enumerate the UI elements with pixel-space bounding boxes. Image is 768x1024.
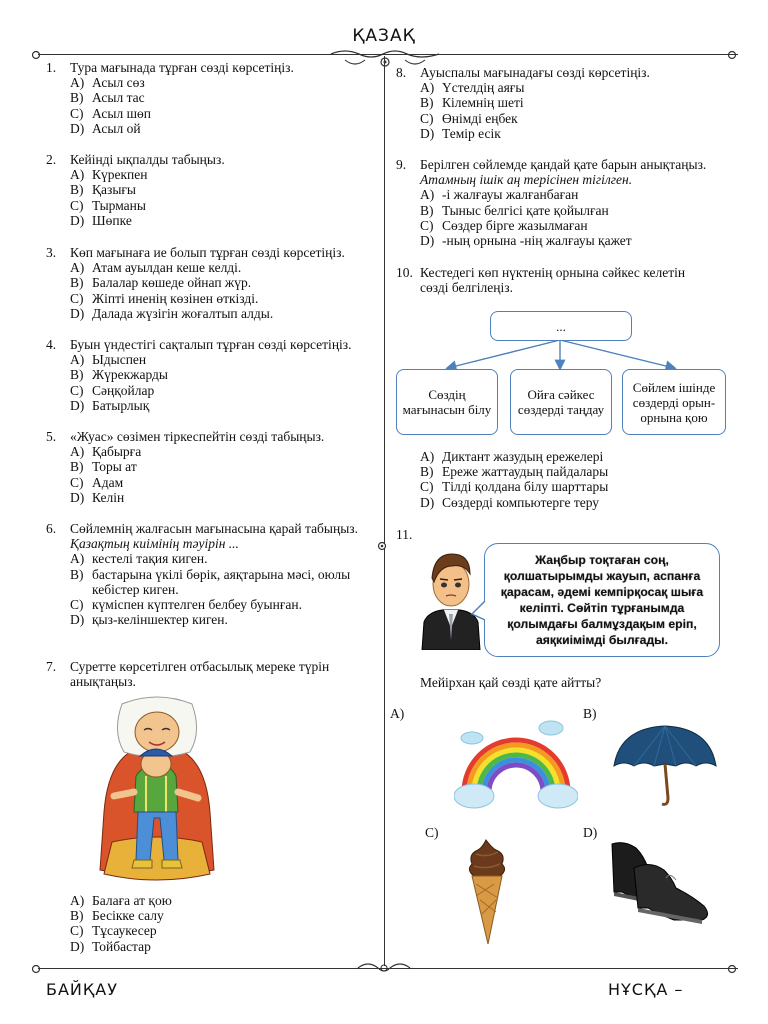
question-stem: «Жуас» сөзімен тіркеспейтін сөзді табыңыз. [70,429,325,444]
answer-option[interactable]: A) Ыдыспен [70,352,147,368]
question-7-options [46,893,376,954]
diagram-top-box: ... [490,311,632,341]
question-number: 11. [396,527,413,542]
question-stem: Ауыспалы мағынадағы сөзді көрсетіңіз. [420,65,650,80]
answer-option[interactable]: A) Асыл сөз [70,75,145,91]
question-6 [46,521,372,627]
answer-option[interactable]: D) қыз-келіншектер киген. [70,612,228,628]
question-7 [46,659,372,689]
answer-option[interactable]: C) Адам [70,474,124,490]
answer-option[interactable]: C) Жіпті иненің көзінен өткізді. [70,290,259,306]
question-10-options [396,449,736,510]
question-number: 7. [46,659,57,674]
answer-option[interactable]: B) Бесікке салу [70,908,164,924]
answer-option[interactable]: B) Кілемнің шеті [420,95,524,111]
answer-option[interactable]: A) Диктант жазудың ережелері [420,449,604,464]
question-stem: Тура мағынада тұрған сөзді көрсетіңіз. [70,60,294,75]
answer-option[interactable]: D) Сөздерді компьютерге теру [420,494,600,510]
question-stem: Мейірхан қай сөзді қате айтты? [420,675,602,690]
answer-option[interactable]: C) күміспен күптелген белбеу буынған. [70,597,302,613]
question-11-stem [396,675,716,690]
question-stem: Сөйлемнің жалғасын мағынасына қарай табыңыз. [70,521,359,536]
answer-option[interactable]: D) -ның орнына -нің жалғауы қажет [420,233,632,249]
question-4 [46,337,376,413]
question-5 [46,429,376,505]
question-1 [46,60,376,136]
answer-option[interactable]: C) Өнімді еңбек [420,110,518,126]
answer-option[interactable]: A) Атам ауылдан кеше келді. [70,260,242,276]
question-number: 10. [396,265,413,280]
question-3 [46,245,376,321]
answer-option[interactable]: C) Сөздер бірге жазылмаған [420,217,588,233]
answer-option[interactable]: D) Асыл ой [70,120,141,136]
answer-option[interactable]: A) Күрекпен [70,167,148,183]
diagram-box: Сөйлем ішінде сөздерді орын-орнына қою [622,369,726,435]
question-number: 3. [46,245,57,260]
picture-option-label[interactable]: B) [583,706,597,721]
picture-option-label[interactable]: A) [390,706,405,721]
answer-option[interactable]: A) кестелі тақия киген. [70,551,208,567]
picture-option-label[interactable]: C) [425,825,439,840]
answer-option[interactable]: D) Тойбастар [70,938,151,954]
rainbow-picture-icon[interactable] [454,714,578,810]
question-stem: Көп мағынаға ие болып тұрған сөзді көрсетіңіз. [70,245,345,260]
question-number: 9. [396,157,407,172]
subject-header: ҚАЗАҚ [352,26,416,46]
divider-ornament-icon [376,540,388,552]
rule-end-ornament-icon [726,49,738,61]
question-9 [396,157,736,248]
footer-left: БАЙҚАУ [46,980,118,999]
answer-option[interactable]: A) Үстелдің аяғы [420,80,525,96]
answer-option[interactable]: D) Темір есік [420,125,501,141]
question-stem: Кейінді ықпалды табыңыз. [70,152,225,167]
italic-prompt: Қазақтың киімінің тәуірін ... [70,536,239,552]
question-number: 5. [46,429,57,444]
ice-cream-picture-icon[interactable] [466,838,508,946]
answer-option[interactable]: B) Асыл тас [70,90,145,106]
answer-option[interactable]: C) Асыл шөп [70,105,151,121]
answer-option[interactable]: C) Тілді қолдана білу шарттары [420,479,609,495]
question-number: 2. [46,152,57,167]
answer-option[interactable]: D) Далада жүзігін жоғалтып алды. [70,305,274,321]
answer-option[interactable]: A) Балаға ат қою [70,893,172,908]
question-number: 4. [46,337,57,352]
footer-right: НҰСҚА – [608,980,684,999]
question-stem: Берілген сөйлемде қандай қате барын анықтаңыз. [420,157,707,172]
answer-option[interactable]: B) Балалар көшеде ойнап жүр. [70,275,252,291]
answer-option[interactable]: B) Ереже жаттаудың пайдалары [420,464,609,480]
rule-end-ornament-icon [30,49,42,61]
column-divider [384,56,385,966]
question-10 [396,265,716,295]
answer-option[interactable]: C) Сәңқойлар [70,382,155,398]
boy-character-illustration [420,548,482,650]
question-stem: Суретте көрсетілген отбасылық мереке түрін анықтаңыз. [70,659,330,690]
shoes-picture-icon[interactable] [604,838,716,930]
picture-option-label[interactable]: D) [583,825,598,840]
italic-prompt: Атамның ішік аң терісінен тігілген. [420,172,633,188]
question-stem: Буын үндестігі сақталып тұрған сөзді көрсетіңіз. [70,337,352,352]
umbrella-picture-icon[interactable] [610,720,720,810]
scroll-ornament-icon [354,958,414,978]
rule-end-ornament-icon [726,963,738,975]
answer-option[interactable]: D) Келін [70,489,125,505]
question-2 [46,152,376,228]
answer-option[interactable]: B) Тыныс белгісі қате қойылған [420,202,609,218]
diagram-box: Сөздің мағынасын білу [396,369,498,435]
answer-option[interactable]: A) -і жалғауы жалғанбаған [420,187,579,203]
question-number: 6. [46,521,57,536]
speech-bubble: Жаңбыр тоқтаған соң, қолшатырымды жауып, аспанға қарасам, әдемі кемпірқосақ шыға келіпті. Сөйтіп тұрғанымда қолымдағы балмұздақым еріп, аяқкиімімді былғады. [484,543,720,657]
answer-option[interactable]: A) Қабырға [70,444,142,460]
answer-option[interactable]: D) Батырлық [70,397,150,413]
answer-option[interactable]: B) бастарына үкілі бөрік, аяқтарына мәсі, оюлы кебістер киген. [70,566,351,597]
speech-bubble-tail [470,600,488,624]
question-number: 8. [396,65,407,80]
answer-option[interactable]: C) Тұсаукесер [70,923,157,939]
answer-option[interactable]: B) Қазығы [70,182,137,198]
answer-option[interactable]: B) Торы ат [70,459,137,475]
question-stem: Кестедегі көп нүктенің орнына сәйкес келетін сөзді белгілеңіз. [420,265,686,296]
answer-option[interactable]: B) Жүрекжарды [70,367,168,383]
rule-end-ornament-icon [30,963,42,975]
question-number: 1. [46,60,57,75]
answer-option[interactable]: D) Шөпке [70,212,132,228]
question-8 [396,65,736,141]
answer-option[interactable]: C) Тырманы [70,197,146,213]
diagram-box: Ойға сәйкес сөздерді таңдау [510,369,612,435]
grandmother-child-illustration [94,692,220,888]
